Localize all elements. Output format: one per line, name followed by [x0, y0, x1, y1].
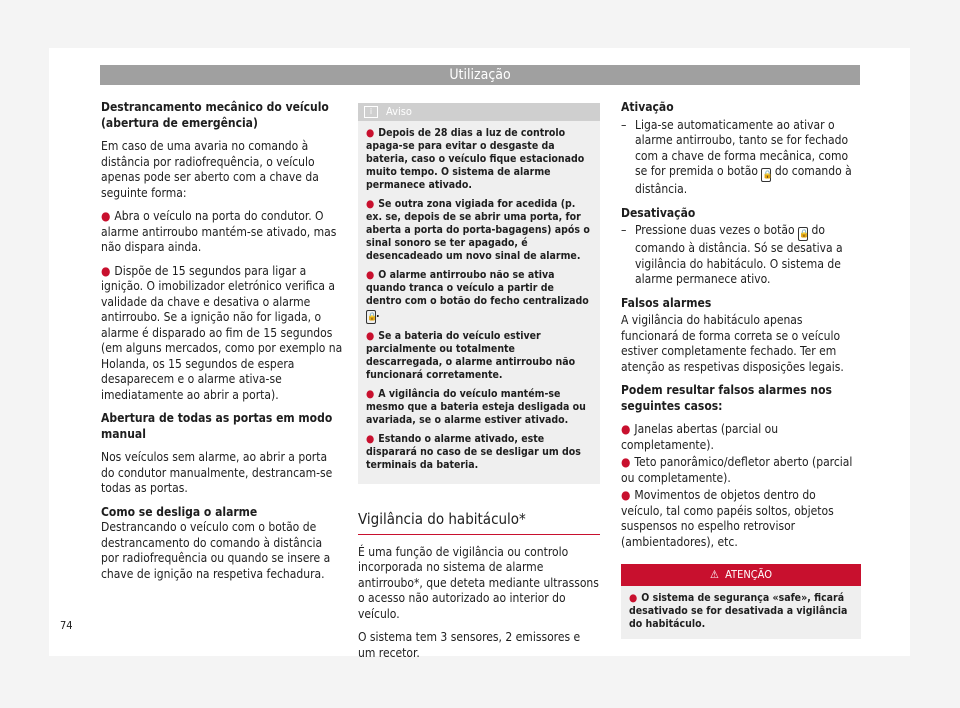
- paragraph: Nos veículos sem alarme, ao abrir a porta do condutor manualmente, destrancam-se todas as portas.: [101, 450, 333, 495]
- column-left: [101, 100, 343, 590]
- note-item: ● O alarme antirroubo não se ativa quando tranca o veículo a partir de dentro com o botão do fecho centralizado 🔒.: [366, 269, 592, 324]
- column-middle: [358, 103, 600, 669]
- list-item: ● Abra o veículo na porta do condutor. O alarme antirroubo mantém-se ativado, mas não dispara ainda.: [101, 209, 337, 254]
- paragraph: É uma função de vigilância ou controlo incorporada no sistema de alarme antirroubo*, que deteta mediante ultrassons o acesso não autorizado ao interior do veículo.: [358, 544, 599, 621]
- note-item: ● A vigilância do veículo mantém-se mesmo que a bateria esteja desligada ou avariada, se o alarme estiver ativado.: [366, 388, 586, 426]
- note-box: [358, 103, 600, 484]
- note-item: ● Depois de 28 dias a luz de controlo apaga-se para evitar o desgaste da bateria, caso o veículo fique estacionado muito tempo. O sistema de alarme permanece ativado.: [366, 127, 585, 191]
- paragraph: A vigilância do habitáculo apenas funcionará de forma correta se o veículo estiver completamente fechado. Ter em atenção as respetivas disposições legais.: [621, 313, 844, 374]
- paragraph: O sistema tem 3 sensores, 2 emissores e um recetor.: [358, 630, 581, 660]
- dash-item: – Liga-se automaticamente ao ativar o alarme antirroubo, tanto se for fechado com a chave de forma mecânica, como se for premida o botão 🔒 do comando à distância.: [621, 117, 852, 196]
- list-item: ● Movimentos de objetos dentro do veículo, tal como papéis soltos, objetos suspensos no espelho retrovisor (ambientadores), etc.: [621, 488, 834, 549]
- lock-key-icon: 🔒: [798, 227, 808, 241]
- warning-item: ● O sistema de segurança «safe», ficará desativado se for desativada a vigilância do habitáculo.: [629, 592, 848, 630]
- heading-false-alarms: Falsos alarmes: [621, 295, 712, 310]
- bullet-icon: ●: [101, 263, 111, 278]
- list-item: ● Teto panorâmico/defletor aberto (parcial ou completamente).: [621, 455, 853, 485]
- section-header: Utilização: [100, 65, 860, 85]
- heading-emergency-unlock: Destrancamento mecânico do veículo (abertura de emergência): [101, 100, 329, 130]
- heading-manual-open: Abertura de todas as portas em modo manual: [101, 411, 333, 441]
- note-item: ● Estando o alarme ativado, este disparará no caso de se desligar um dos terminais da bateria.: [366, 433, 581, 471]
- warning-header: ⚠ ATENÇÃO: [621, 564, 861, 586]
- column-right: [621, 100, 861, 639]
- list-item: ● Dispõe de 15 segundos para ligar a ignição. O imobilizador eletrónico verifica a validade da chave e desativa o alarme antirroubo. Se a ignição não for ligada, o alarme é disparado ao fim de 15 segundos (em alguns mercados, como por exemplo na Holanda, os 15 segundos de espera desaparecem e o alarme ativa-se imediatamente ao abrir a porta).: [101, 263, 343, 402]
- paragraph: Em caso de uma avaria no comando à distância por radiofrequência, o veículo apenas pode ser aberto com a chave da seguinte forma:: [101, 139, 319, 200]
- list-item: ● Janelas abertas (parcial ou completamente).: [621, 422, 779, 452]
- note-header: i Aviso: [358, 103, 600, 121]
- lock-key-icon: 🔒: [761, 168, 771, 182]
- page-number: 74: [60, 619, 73, 632]
- heading-activation: Ativação: [621, 100, 674, 114]
- section-title: Vigilância do habitáculo*: [358, 512, 600, 535]
- warning-icon: ⚠: [709, 568, 719, 581]
- lock-key-icon: 🔒: [366, 310, 376, 324]
- dash-item: – Pressione duas vezes o botão 🔒 do comando à distância. Só se desativa a vigilância do habitáculo. O sistema de alarme permanece ativo.: [621, 223, 843, 286]
- paragraph: Destrancando o veículo com o botão de destrancamento do comando à distância por radiofrequência ou quando se insere a chave de ignição na respetiva fechadura.: [101, 520, 331, 581]
- heading-deactivation: Desativação: [621, 205, 696, 220]
- heading-false-alarm-cases: Podem resultar falsos alarmes nos seguintes casos:: [621, 383, 832, 413]
- warning-box: [621, 564, 861, 639]
- note-item: ● Se a bateria do veículo estiver parcialmente ou totalmente descarregada, o alarme antirroubo não funcionará corretamente.: [366, 330, 576, 381]
- heading-alarm-off: Como se desliga o alarme: [101, 504, 258, 519]
- note-item: ● Se outra zona vigiada for acedida (p. ex. se, depois de se abrir uma porta, for aberta a porta do porta-bagagens) após o sinal sonoro se ter apagado, é desencadeado um novo sinal de alarme.: [366, 198, 590, 262]
- bullet-icon: ●: [101, 209, 111, 223]
- info-icon: i: [364, 106, 378, 118]
